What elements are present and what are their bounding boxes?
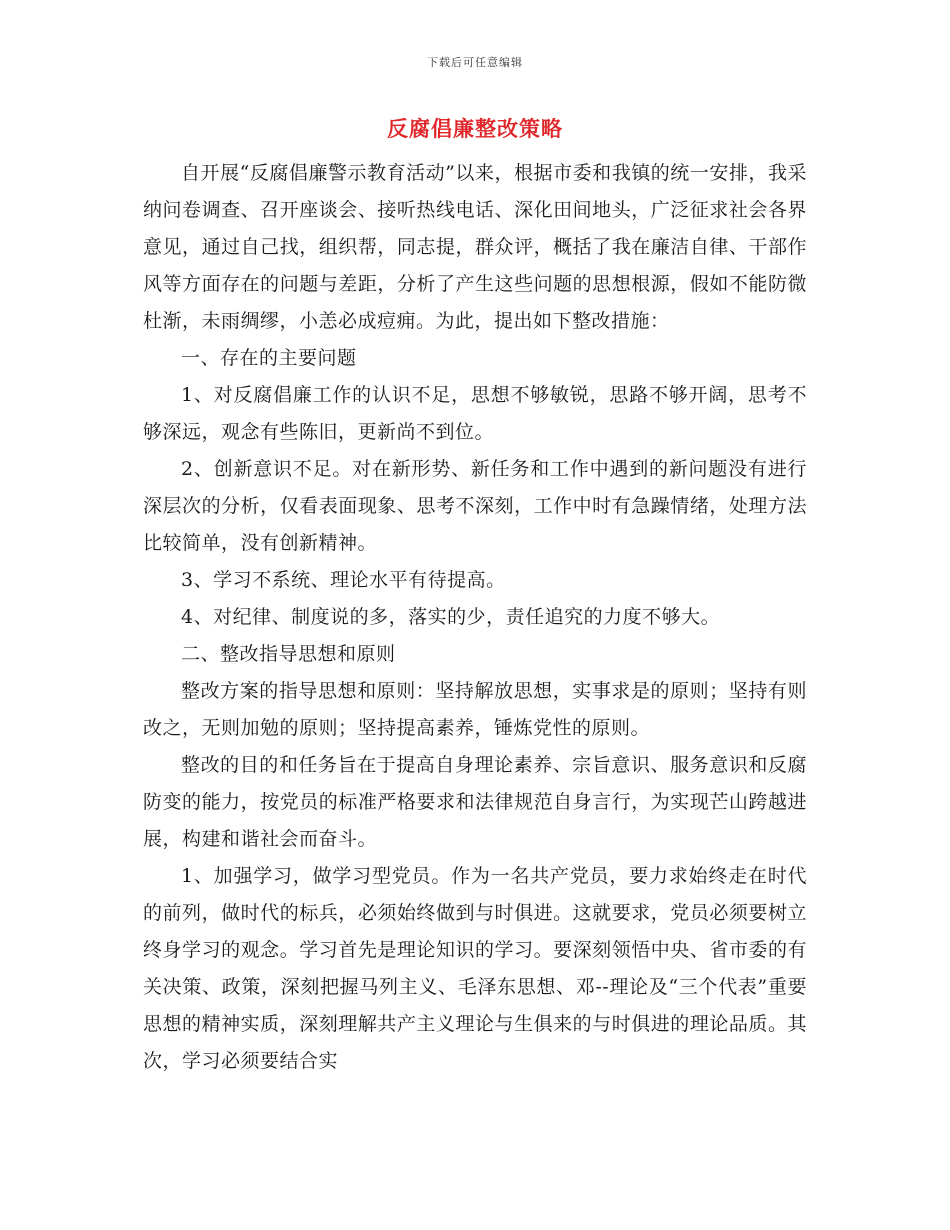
paragraph-principles: 整改方案的指导思想和原则：坚持解放思想，实事求是的原则；坚持有则改之，无则加勉的原则；坚持提高素养，锤炼党性的原则。 xyxy=(143,680,807,739)
document-title: 反腐倡廉整改策略 xyxy=(387,116,563,141)
paragraph-problem-1: 1、对反腐倡廉工作的认识不足，思想不够敏锐，思路不够开阔，思考不够深远，观念有些陈旧，更新尚不到位。 xyxy=(143,384,807,443)
page-header-note: 下载后可任意编辑 xyxy=(427,56,523,69)
paragraph-goals: 整改的目的和任务旨在于提高自身理论素养、宗旨意识、服务意识和反腐防变的能力，按党员的标准严格要求和法律规范自身言行，为实现芒山跨越进展，构建和谐社会而奋斗。 xyxy=(143,754,807,850)
paragraph-measure-1: 1、加强学习，做学习型党员。作为一名共产党员，要力求始终走在时代的前列，做时代的标兵，必须始终做到与时俱进。这就要求，党员必须要树立终身学习的观念。学习首先是理论知识的学习。要深刻领悟中央、省市委的有关决策、政策，深刻把握马列主义、毛泽东思想、邓--理论及“三个代表”重要思想的精神实质，深刻理解共产主义理论与生俱来的与时俱进的理论品质。其次，学习必须要结合实 xyxy=(143,865,807,1072)
document-body xyxy=(143,155,807,1080)
paragraph-problem-2: 2、创新意识不足。对在新形势、新任务和工作中遇到的新问题没有进行深层次的分析，仅看表面现象、思考不深刻，工作中时有急躁情绪，处理方法比较简单，没有创新精神。 xyxy=(143,458,807,554)
paragraph-problem-4: 4、对纪律、制度说的多，落实的少，责任追究的力度不够大。 xyxy=(181,606,721,628)
paragraph-problem-3: 3、学习不系统、理论水平有待提高。 xyxy=(181,569,506,591)
section-heading-principles: 二、整改指导思想和原则 xyxy=(181,643,396,665)
section-heading-problems: 一、存在的主要问题 xyxy=(181,347,357,369)
paragraph-intro: 自开展“反腐倡廉警示教育活动”以来，根据市委和我镇的统一安排，我采纳问卷调查、召开座谈会、接听热线电话、深化田间地头，广泛征求社会各界意见，通过自己找，组织帮，同志提，群众评，概括了我在廉洁自律、干部作风等方面存在的问题与差距，分析了产生这些问题的思想根源，假如不能防微杜渐，未雨绸缪，小恙必成痘痈。为此，提出如下整改措施： xyxy=(143,162,807,332)
